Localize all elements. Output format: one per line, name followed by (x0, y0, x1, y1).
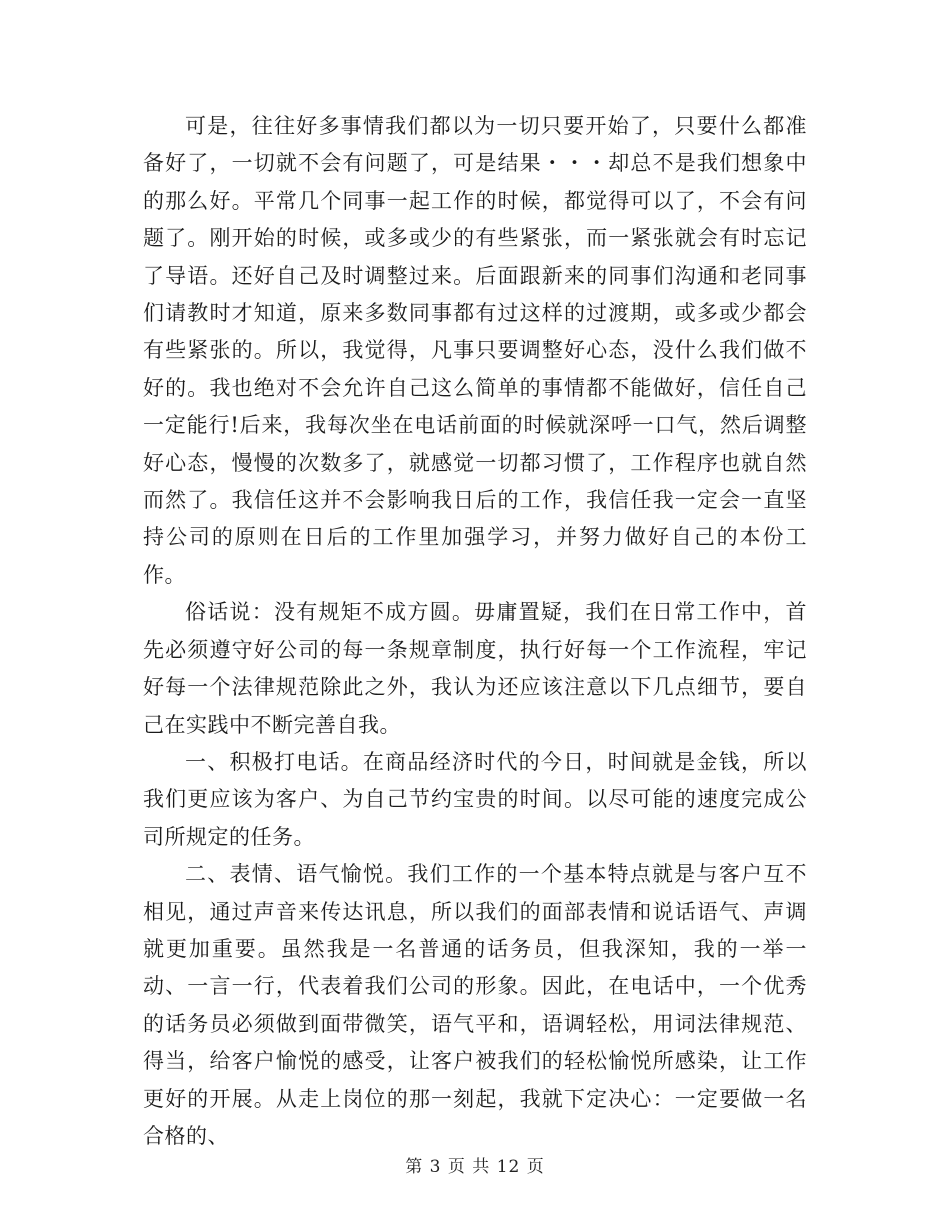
paragraph-3: 一、积极打电话。在商品经济时代的今日，时间就是金钱，所以我们更应该为客户、为自己节约宝贵的时间。以尽可能的速度完成公司所规定的任务。 (143, 749, 807, 849)
body-text (143, 108, 807, 1155)
paragraph-2: 俗话说：没有规矩不成方圆。毋庸置疑，我们在日常工作中，首先必须遵守好公司的每一条规章制度，执行好每一个工作流程，牢记好每一个法律规范除此之外，我认为还应该注意以下几点细节，要自己在实践中不断完善自我。 (143, 600, 807, 737)
paragraph-1: 可是，往往好多事情我们都以为一切只要开始了，只要什么都准备好了，一切就不会有问题了，可是结果・・・却总不是我们想象中的那么好。平常几个同事一起工作的时候，都觉得可以了，不会有问题了。刚开始的时候，或多或少的有些紧张，而一紧张就会有时忘记了导语。还好自己及时调整过来。后面跟新来的同事们沟通和老同事们请教时才知道，原来多数同事都有过这样的过渡期，或多或少都会有些紧张的。所以，我觉得，凡事只要调整好心态，没什么我们做不好的。我也绝对不会允许自己这么简单的事情都不能做好，信任自己一定能行!后来，我每次坐在电话前面的时候就深呼一口气，然后调整好心态，慢慢的次数多了，就感觉一切都习惯了，工作程序也就自然而然了。我信任这并不会影响我日后的工作，我信任我一定会一直坚持公司的原则在日后的工作里加强学习，并努力做好自己的本份工作。 (143, 114, 807, 587)
paragraph-4: 二、表情、语气愉悦。我们工作的一个基本特点就是与客户互不相见，通过声音来传达讯息，所以我们的面部表情和说话语气、声调就更加重要。虽然我是一名普通的话务员，但我深知，我的一举一动、一言一行，代表着我们公司的形象。因此，在电话中，一个优秀的话务员必须做到面带微笑，语气平和，语调轻松，用词法律规范、得当，给客户愉悦的感受，让客户被我们的轻松愉悦所感染，让工作更好的开展。从走上岗位的那一刻起，我就下定决心：一定要做一名合格的、 (143, 862, 807, 1148)
page-footer: 第 3 页 共 12 页 (405, 1157, 545, 1177)
